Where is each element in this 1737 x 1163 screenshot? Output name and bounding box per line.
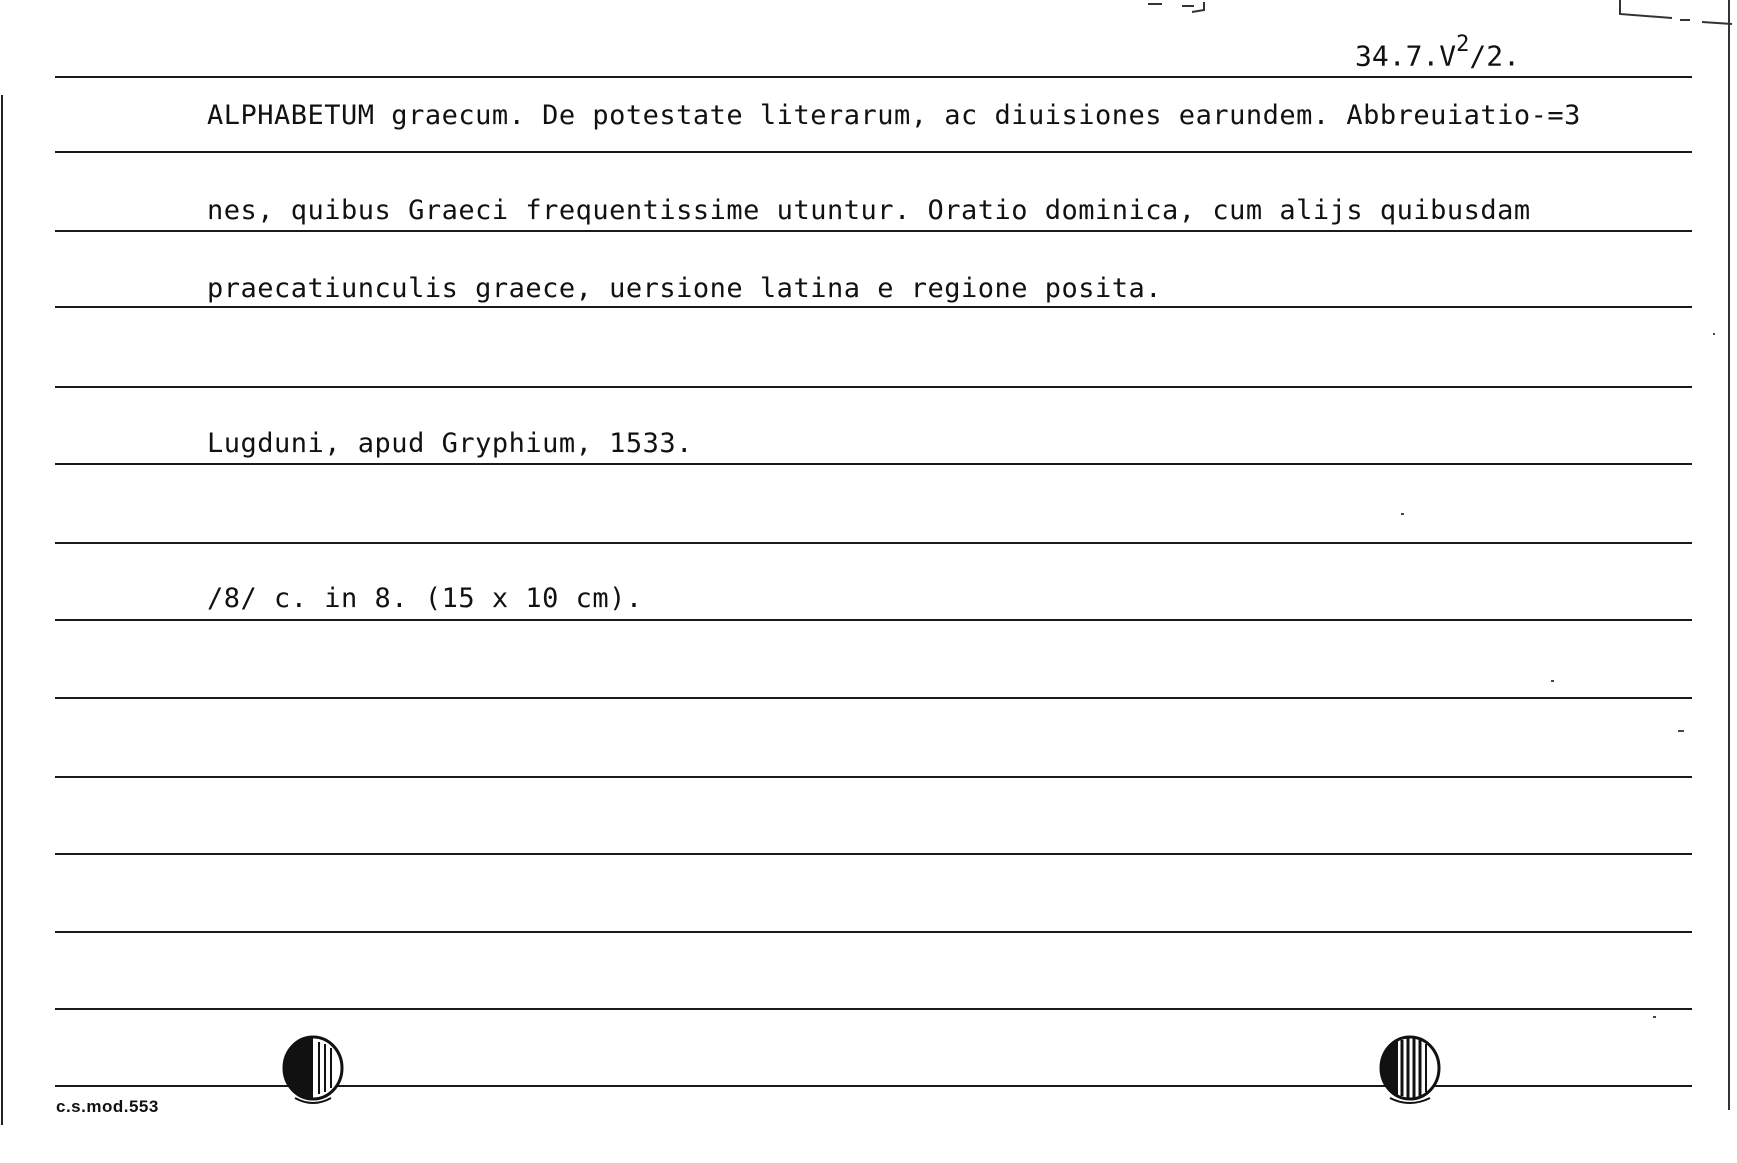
ruled-line <box>55 931 1692 933</box>
card-right-edge <box>1728 0 1730 1110</box>
call-number-suffix: /2. <box>1469 39 1520 73</box>
card-left-edge <box>1 95 3 1125</box>
speck <box>1551 680 1554 682</box>
form-code: c.s.mod.553 <box>56 1097 159 1116</box>
speck <box>1401 513 1404 515</box>
ruled-line <box>55 542 1692 544</box>
title-line-3: praecatiunculis graece, uersione latina e regione posita. <box>207 273 1163 304</box>
ruled-line <box>55 151 1692 153</box>
call-number <box>1355 32 1520 73</box>
imprint-line: Lugduni, apud Gryphium, 1533. <box>207 428 693 459</box>
scan-mark <box>1140 0 1220 16</box>
scan-mark <box>1612 0 1737 30</box>
punch-hole-icon <box>1378 1034 1442 1106</box>
ruled-line <box>55 776 1692 778</box>
ruled-line <box>55 697 1692 699</box>
speck <box>1678 730 1684 732</box>
ruled-line <box>55 230 1692 232</box>
ruled-line <box>55 306 1692 308</box>
punch-hole-icon <box>281 1034 345 1106</box>
ruled-line <box>55 76 1692 78</box>
call-number-prefix: 34.7.V <box>1355 39 1457 73</box>
call-number-superscript: 2 <box>1456 32 1470 57</box>
speck <box>1653 1016 1656 1018</box>
speck <box>1713 333 1715 335</box>
title-line-2: nes, quibus Graeci frequentissime utuntur. Oratio dominica, cum alijs quibusdam <box>207 195 1531 226</box>
ruled-line <box>55 853 1692 855</box>
collation-line: /8/ c. in 8. (15 x 10 cm). <box>207 583 643 614</box>
ruled-line <box>55 1008 1692 1010</box>
ruled-line <box>55 619 1692 621</box>
ruled-line <box>55 386 1692 388</box>
ruled-line <box>55 463 1692 465</box>
title-line-1: ALPHABETUM graecum. De potestate literarum, ac diuisiones earundem. Abbreuiatio-=3 <box>207 100 1581 131</box>
